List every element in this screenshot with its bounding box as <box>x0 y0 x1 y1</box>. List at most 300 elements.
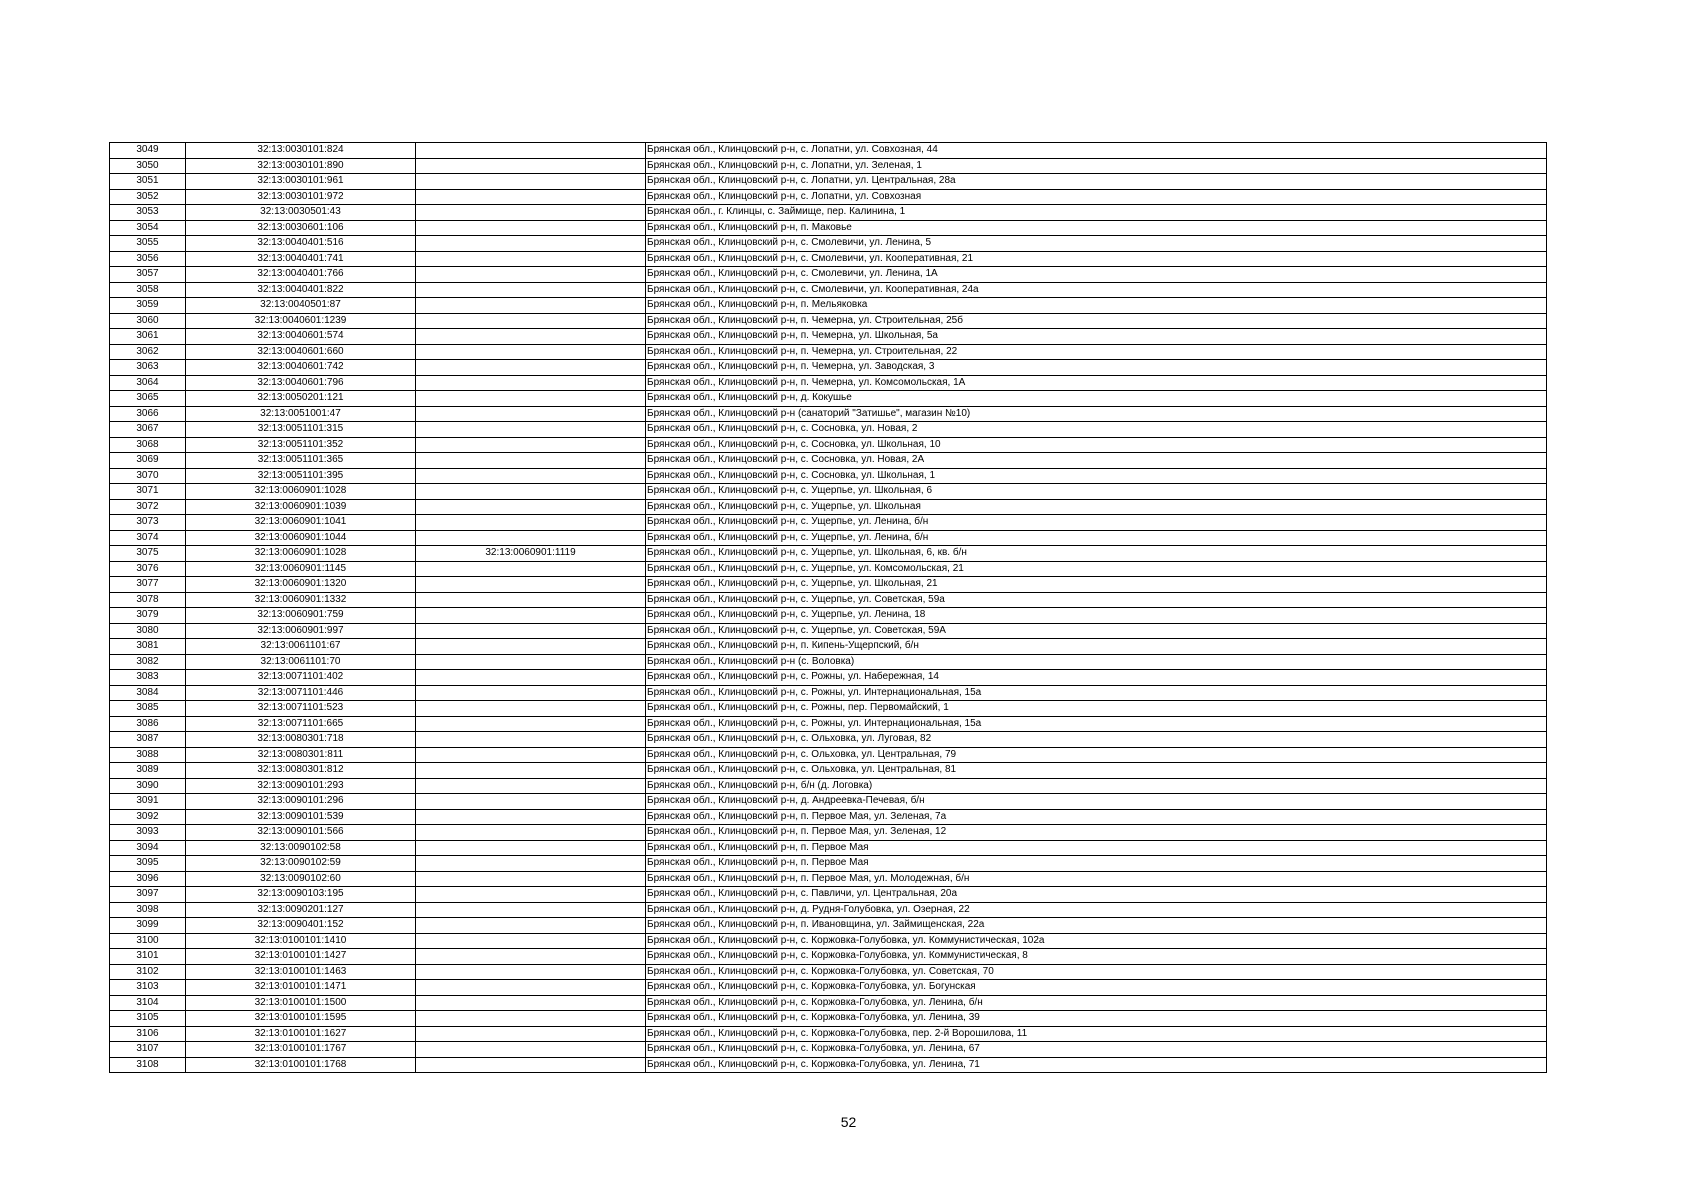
table-row <box>110 794 1547 810</box>
address-cell: Брянская обл., Клинцовский р-н, с. Сосновка, ул. Новая, 2 <box>646 422 1547 438</box>
table-row <box>110 732 1547 748</box>
related-cadastral-cell <box>416 189 646 205</box>
address-cell: Брянская обл., Клинцовский р-н, с. Смолевичи, ул. Ленина, 5 <box>646 236 1547 252</box>
row-number-cell: 3063 <box>110 360 186 376</box>
cadastral-number-cell: 32:13:0090101:296 <box>186 794 416 810</box>
address-cell: Брянская обл., Клинцовский р-н, с. Коржовка-Голубовка, ул. Ленина, 71 <box>646 1057 1547 1073</box>
table-row <box>110 1042 1547 1058</box>
related-cadastral-cell <box>416 778 646 794</box>
row-number-cell: 3093 <box>110 825 186 841</box>
table-row <box>110 298 1547 314</box>
related-cadastral-cell <box>416 515 646 531</box>
address-cell: Брянская обл., Клинцовский р-н, с. Ущерпье, ул. Ленина, б/н <box>646 530 1547 546</box>
table-row <box>110 437 1547 453</box>
related-cadastral-cell <box>416 468 646 484</box>
address-cell: Брянская обл., Клинцовский р-н, с. Коржовка-Голубовка, ул. Коммунистическая, 102а <box>646 933 1547 949</box>
related-cadastral-cell: 32:13:0060901:1119 <box>416 546 646 562</box>
row-number-cell: 3073 <box>110 515 186 531</box>
address-cell: Брянская обл., Клинцовский р-н, с. Лопатни, ул. Зеленая, 1 <box>646 158 1547 174</box>
address-cell: Брянская обл., Клинцовский р-н, с. Ущерпье, ул. Комсомольская, 21 <box>646 561 1547 577</box>
address-cell: Брянская обл., Клинцовский р-н, с. Ущерпье, ул. Школьная <box>646 499 1547 515</box>
related-cadastral-cell <box>416 747 646 763</box>
address-cell: Брянская обл., Клинцовский р-н, с. Ущерпье, ул. Советская, 59а <box>646 592 1547 608</box>
related-cadastral-cell <box>416 716 646 732</box>
table-row <box>110 453 1547 469</box>
row-number-cell: 3095 <box>110 856 186 872</box>
table-row <box>110 809 1547 825</box>
row-number-cell: 3088 <box>110 747 186 763</box>
table-row <box>110 546 1547 562</box>
cadastral-number-cell: 32:13:0071101:446 <box>186 685 416 701</box>
address-cell: Брянская обл., Клинцовский р-н, п. Первое Мая <box>646 840 1547 856</box>
table-row <box>110 251 1547 267</box>
table-row <box>110 344 1547 360</box>
address-cell: Брянская обл., Клинцовский р-н (санаторий "Затишье", магазин №10) <box>646 406 1547 422</box>
cadastral-number-cell: 32:13:0090103:195 <box>186 887 416 903</box>
table-row <box>110 608 1547 624</box>
cadastral-number-cell: 32:13:0040401:516 <box>186 236 416 252</box>
cadastral-number-cell: 32:13:0051001:47 <box>186 406 416 422</box>
table-row <box>110 561 1547 577</box>
table-row <box>110 856 1547 872</box>
cadastral-number-cell: 32:13:0100101:1427 <box>186 949 416 965</box>
table-row <box>110 949 1547 965</box>
related-cadastral-cell <box>416 313 646 329</box>
related-cadastral-cell <box>416 732 646 748</box>
cadastral-number-cell: 32:13:0040401:741 <box>186 251 416 267</box>
row-number-cell: 3098 <box>110 902 186 918</box>
cadastral-number-cell: 32:13:0040601:742 <box>186 360 416 376</box>
related-cadastral-cell <box>416 964 646 980</box>
address-cell: Брянская обл., Клинцовский р-н, д. Рудня-Голубовка, ул. Озерная, 22 <box>646 902 1547 918</box>
table-row <box>110 592 1547 608</box>
cadastral-number-cell: 32:13:0090101:293 <box>186 778 416 794</box>
address-cell: Брянская обл., Клинцовский р-н, с. Коржовка-Голубовка, ул. Ленина, б/н <box>646 995 1547 1011</box>
table-row <box>110 995 1547 1011</box>
table-row <box>110 174 1547 190</box>
related-cadastral-cell <box>416 980 646 996</box>
table-row <box>110 902 1547 918</box>
cadastral-number-cell: 32:13:0090102:58 <box>186 840 416 856</box>
related-cadastral-cell <box>416 267 646 283</box>
table-row <box>110 468 1547 484</box>
row-number-cell: 3050 <box>110 158 186 174</box>
address-cell: Брянская обл., Клинцовский р-н, п. Ивановщина, ул. Займищенская, 22а <box>646 918 1547 934</box>
row-number-cell: 3071 <box>110 484 186 500</box>
row-number-cell: 3106 <box>110 1026 186 1042</box>
row-number-cell: 3107 <box>110 1042 186 1058</box>
related-cadastral-cell <box>416 220 646 236</box>
related-cadastral-cell <box>416 1057 646 1073</box>
related-cadastral-cell <box>416 174 646 190</box>
row-number-cell: 3061 <box>110 329 186 345</box>
cadastral-number-cell: 32:13:0071101:665 <box>186 716 416 732</box>
address-cell: Брянская обл., Клинцовский р-н, с. Ольховка, ул. Центральная, 79 <box>646 747 1547 763</box>
table-row <box>110 871 1547 887</box>
row-number-cell: 3086 <box>110 716 186 732</box>
related-cadastral-cell <box>416 1011 646 1027</box>
address-cell: Брянская обл., Клинцовский р-н, п. Первое Мая <box>646 856 1547 872</box>
cadastral-number-cell: 32:13:0030101:890 <box>186 158 416 174</box>
related-cadastral-cell <box>416 236 646 252</box>
address-cell: Брянская обл., Клинцовский р-н, с. Коржовка-Голубовка, ул. Советская, 70 <box>646 964 1547 980</box>
row-number-cell: 3075 <box>110 546 186 562</box>
cadastral-number-cell: 32:13:0060901:1039 <box>186 499 416 515</box>
cadastral-number-cell: 32:13:0040601:796 <box>186 375 416 391</box>
related-cadastral-cell <box>416 856 646 872</box>
address-cell: Брянская обл., Клинцовский р-н, с. Ущерпье, ул. Школьная, 21 <box>646 577 1547 593</box>
related-cadastral-cell <box>416 608 646 624</box>
cadastral-number-cell: 32:13:0040401:822 <box>186 282 416 298</box>
cadastral-number-cell: 32:13:0051101:352 <box>186 437 416 453</box>
row-number-cell: 3068 <box>110 437 186 453</box>
cadastral-number-cell: 32:13:0090102:59 <box>186 856 416 872</box>
address-cell: Брянская обл., Клинцовский р-н, п. Чемерна, ул. Школьная, 5а <box>646 329 1547 345</box>
cadastral-number-cell: 32:13:0080301:812 <box>186 763 416 779</box>
table-row <box>110 205 1547 221</box>
cadastral-number-cell: 32:13:0090101:566 <box>186 825 416 841</box>
address-cell: Брянская обл., Клинцовский р-н, с. Ольховка, ул. Центральная, 81 <box>646 763 1547 779</box>
table-row <box>110 375 1547 391</box>
row-number-cell: 3067 <box>110 422 186 438</box>
cadastral-number-cell: 32:13:0060901:1028 <box>186 484 416 500</box>
table-row <box>110 763 1547 779</box>
address-cell: Брянская обл., Клинцовский р-н, с. Коржовка-Голубовка, ул. Ленина, 39 <box>646 1011 1547 1027</box>
table-row <box>110 391 1547 407</box>
related-cadastral-cell <box>416 995 646 1011</box>
address-cell: Брянская обл., Клинцовский р-н, с. Ущерпье, ул. Школьная, 6 <box>646 484 1547 500</box>
cadastral-number-cell: 32:13:0040601:574 <box>186 329 416 345</box>
page-number: 52 <box>840 1114 857 1130</box>
address-cell: Брянская обл., Клинцовский р-н, с. Коржовка-Голубовка, ул. Богунская <box>646 980 1547 996</box>
row-number-cell: 3087 <box>110 732 186 748</box>
address-cell: Брянская обл., Клинцовский р-н, с. Смолевичи, ул. Кооперативная, 24а <box>646 282 1547 298</box>
related-cadastral-cell <box>416 809 646 825</box>
table-row <box>110 267 1547 283</box>
address-cell: Брянская обл., Клинцовский р-н, с. Рожны, пер. Первомайский, 1 <box>646 701 1547 717</box>
address-cell: Брянская обл., Клинцовский р-н, с. Ущерпье, ул. Советская, 59А <box>646 623 1547 639</box>
address-cell: Брянская обл., Клинцовский р-н, с. Сосновка, ул. Школьная, 10 <box>646 437 1547 453</box>
table-row <box>110 530 1547 546</box>
cadastral-number-cell: 32:13:0030501:43 <box>186 205 416 221</box>
table-row <box>110 747 1547 763</box>
related-cadastral-cell <box>416 918 646 934</box>
cadastral-number-cell: 32:13:0040601:660 <box>186 344 416 360</box>
address-cell: Брянская обл., Клинцовский р-н, п. Первое Мая, ул. Молодежная, б/н <box>646 871 1547 887</box>
related-cadastral-cell <box>416 143 646 159</box>
row-number-cell: 3066 <box>110 406 186 422</box>
row-number-cell: 3104 <box>110 995 186 1011</box>
address-cell: Брянская обл., Клинцовский р-н, с. Ольховка, ул. Луговая, 82 <box>646 732 1547 748</box>
cadastral-number-cell: 32:13:0040501:87 <box>186 298 416 314</box>
cadastral-number-cell: 32:13:0090401:152 <box>186 918 416 934</box>
table-body <box>110 143 1547 1073</box>
related-cadastral-cell <box>416 794 646 810</box>
address-cell: Брянская обл., Клинцовский р-н, д. Кокушье <box>646 391 1547 407</box>
related-cadastral-cell <box>416 205 646 221</box>
cadastral-number-cell: 32:13:0071101:402 <box>186 670 416 686</box>
table-row <box>110 980 1547 996</box>
related-cadastral-cell <box>416 391 646 407</box>
row-number-cell: 3090 <box>110 778 186 794</box>
address-cell: Брянская обл., Клинцовский р-н, п. Чемерна, ул. Комсомольская, 1А <box>646 375 1547 391</box>
cadastral-number-cell: 32:13:0050201:121 <box>186 391 416 407</box>
table-row <box>110 484 1547 500</box>
address-cell: Брянская обл., Клинцовский р-н, с. Рожны, ул. Интернациональная, 15а <box>646 685 1547 701</box>
table-row <box>110 329 1547 345</box>
address-cell: Брянская обл., Клинцовский р-н, п. Кипень-Ущерпский, б/н <box>646 639 1547 655</box>
table-row <box>110 406 1547 422</box>
cadastral-number-cell: 32:13:0100101:1410 <box>186 933 416 949</box>
table-row <box>110 499 1547 515</box>
table-row <box>110 282 1547 298</box>
cadastral-number-cell: 32:13:0051101:365 <box>186 453 416 469</box>
related-cadastral-cell <box>416 530 646 546</box>
table-row <box>110 360 1547 376</box>
cadastral-number-cell: 32:13:0040401:766 <box>186 267 416 283</box>
table-row <box>110 840 1547 856</box>
address-cell: Брянская обл., Клинцовский р-н, с. Рожны, ул. Набережная, 14 <box>646 670 1547 686</box>
address-cell: Брянская обл., Клинцовский р-н, п. Первое Мая, ул. Зеленая, 7а <box>646 809 1547 825</box>
cadastral-number-cell: 32:13:0051101:315 <box>186 422 416 438</box>
cadastral-number-cell: 32:13:0060901:1145 <box>186 561 416 577</box>
row-number-cell: 3100 <box>110 933 186 949</box>
table-row <box>110 639 1547 655</box>
table-row <box>110 825 1547 841</box>
row-number-cell: 3094 <box>110 840 186 856</box>
cadastral-number-cell: 32:13:0061101:67 <box>186 639 416 655</box>
related-cadastral-cell <box>416 375 646 391</box>
cadastral-number-cell: 32:13:0080301:811 <box>186 747 416 763</box>
row-number-cell: 3058 <box>110 282 186 298</box>
row-number-cell: 3064 <box>110 375 186 391</box>
related-cadastral-cell <box>416 251 646 267</box>
row-number-cell: 3082 <box>110 654 186 670</box>
related-cadastral-cell <box>416 282 646 298</box>
address-cell: Брянская обл., Клинцовский р-н, п. Чемерна, ул. Заводская, 3 <box>646 360 1547 376</box>
table-row <box>110 236 1547 252</box>
row-number-cell: 3056 <box>110 251 186 267</box>
row-number-cell: 3060 <box>110 313 186 329</box>
related-cadastral-cell <box>416 484 646 500</box>
address-cell: Брянская обл., Клинцовский р-н, с. Лопатни, ул. Совхозная <box>646 189 1547 205</box>
related-cadastral-cell <box>416 406 646 422</box>
cadastral-number-cell: 32:13:0100101:1471 <box>186 980 416 996</box>
row-number-cell: 3051 <box>110 174 186 190</box>
cadastral-number-cell: 32:13:0030101:961 <box>186 174 416 190</box>
table-row <box>110 313 1547 329</box>
row-number-cell: 3074 <box>110 530 186 546</box>
row-number-cell: 3081 <box>110 639 186 655</box>
table-row <box>110 670 1547 686</box>
address-cell: Брянская обл., Клинцовский р-н, с. Коржовка-Голубовка, пер. 2-й Ворошилова, 11 <box>646 1026 1547 1042</box>
address-cell: Брянская обл., Клинцовский р-н, п. Чемерна, ул. Строительная, 22 <box>646 344 1547 360</box>
row-number-cell: 3076 <box>110 561 186 577</box>
table-row <box>110 716 1547 732</box>
table-row <box>110 220 1547 236</box>
related-cadastral-cell <box>416 158 646 174</box>
address-cell: Брянская обл., Клинцовский р-н, д. Андреевка-Печевая, б/н <box>646 794 1547 810</box>
row-number-cell: 3054 <box>110 220 186 236</box>
row-number-cell: 3053 <box>110 205 186 221</box>
table-row <box>110 143 1547 159</box>
cadastral-number-cell: 32:13:0060901:1332 <box>186 592 416 608</box>
cadastral-number-cell: 32:13:0060901:1041 <box>186 515 416 531</box>
related-cadastral-cell <box>416 840 646 856</box>
row-number-cell: 3079 <box>110 608 186 624</box>
related-cadastral-cell <box>416 298 646 314</box>
cadastral-number-cell: 32:13:0060901:759 <box>186 608 416 624</box>
address-cell: Брянская обл., Клинцовский р-н (с. Воловка) <box>646 654 1547 670</box>
related-cadastral-cell <box>416 623 646 639</box>
table-row <box>110 158 1547 174</box>
row-number-cell: 3070 <box>110 468 186 484</box>
row-number-cell: 3091 <box>110 794 186 810</box>
cadastral-number-cell: 32:13:0060901:997 <box>186 623 416 639</box>
related-cadastral-cell <box>416 1026 646 1042</box>
address-cell: Брянская обл., Клинцовский р-н, б/н (д. Логовка) <box>646 778 1547 794</box>
related-cadastral-cell <box>416 422 646 438</box>
row-number-cell: 3049 <box>110 143 186 159</box>
table-row <box>110 933 1547 949</box>
related-cadastral-cell <box>416 825 646 841</box>
address-cell: Брянская обл., Клинцовский р-н, с. Коржовка-Голубовка, ул. Ленина, 67 <box>646 1042 1547 1058</box>
table-row <box>110 422 1547 438</box>
row-number-cell: 3105 <box>110 1011 186 1027</box>
related-cadastral-cell <box>416 639 646 655</box>
address-cell: Брянская обл., Клинцовский р-н, с. Павличи, ул. Центральная, 20а <box>646 887 1547 903</box>
table-row <box>110 1057 1547 1073</box>
table-row <box>110 623 1547 639</box>
address-cell: Брянская обл., Клинцовский р-н, с. Рожны, ул. Интернациональная, 15а <box>646 716 1547 732</box>
related-cadastral-cell <box>416 329 646 345</box>
address-cell: Брянская обл., Клинцовский р-н, с. Смолевичи, ул. Ленина, 1А <box>646 267 1547 283</box>
row-number-cell: 3103 <box>110 980 186 996</box>
row-number-cell: 3078 <box>110 592 186 608</box>
table-row <box>110 887 1547 903</box>
cadastral-number-cell: 32:13:0100101:1500 <box>186 995 416 1011</box>
row-number-cell: 3072 <box>110 499 186 515</box>
cadastral-number-cell: 32:13:0090102:60 <box>186 871 416 887</box>
cadastral-number-cell: 32:13:0090201:127 <box>186 902 416 918</box>
address-cell: Брянская обл., г. Клинцы, с. Займище, пер. Калинина, 1 <box>646 205 1547 221</box>
table-row <box>110 701 1547 717</box>
table-row <box>110 778 1547 794</box>
address-cell: Брянская обл., Клинцовский р-н, п. Чемерна, ул. Строительная, 25б <box>646 313 1547 329</box>
related-cadastral-cell <box>416 499 646 515</box>
related-cadastral-cell <box>416 763 646 779</box>
cadastral-number-cell: 32:13:0030101:972 <box>186 189 416 205</box>
cadastral-number-cell: 32:13:0051101:395 <box>186 468 416 484</box>
cadastral-number-cell: 32:13:0080301:718 <box>186 732 416 748</box>
related-cadastral-cell <box>416 701 646 717</box>
row-number-cell: 3089 <box>110 763 186 779</box>
related-cadastral-cell <box>416 887 646 903</box>
address-cell: Брянская обл., Клинцовский р-н, п. Маковье <box>646 220 1547 236</box>
related-cadastral-cell <box>416 670 646 686</box>
related-cadastral-cell <box>416 453 646 469</box>
cadastral-number-cell: 32:13:0060901:1028 <box>186 546 416 562</box>
related-cadastral-cell <box>416 360 646 376</box>
row-number-cell: 3083 <box>110 670 186 686</box>
row-number-cell: 3059 <box>110 298 186 314</box>
cadastral-number-cell: 32:13:0030101:824 <box>186 143 416 159</box>
row-number-cell: 3085 <box>110 701 186 717</box>
row-number-cell: 3096 <box>110 871 186 887</box>
row-number-cell: 3065 <box>110 391 186 407</box>
row-number-cell: 3102 <box>110 964 186 980</box>
related-cadastral-cell <box>416 871 646 887</box>
row-number-cell: 3097 <box>110 887 186 903</box>
row-number-cell: 3052 <box>110 189 186 205</box>
row-number-cell: 3055 <box>110 236 186 252</box>
row-number-cell: 3080 <box>110 623 186 639</box>
related-cadastral-cell <box>416 654 646 670</box>
related-cadastral-cell <box>416 1042 646 1058</box>
address-cell: Брянская обл., Клинцовский р-н, с. Лопатни, ул. Совхозная, 44 <box>646 143 1547 159</box>
cadastral-number-cell: 32:13:0071101:523 <box>186 701 416 717</box>
table-row <box>110 964 1547 980</box>
address-cell: Брянская обл., Клинцовский р-н, с. Ущерпье, ул. Ленина, 18 <box>646 608 1547 624</box>
cadastral-number-cell: 32:13:0100101:1627 <box>186 1026 416 1042</box>
cadastral-number-cell: 32:13:0060901:1044 <box>186 530 416 546</box>
related-cadastral-cell <box>416 437 646 453</box>
row-number-cell: 3077 <box>110 577 186 593</box>
address-cell: Брянская обл., Клинцовский р-н, с. Ущерпье, ул. Ленина, б/н <box>646 515 1547 531</box>
row-number-cell: 3099 <box>110 918 186 934</box>
address-cell: Брянская обл., Клинцовский р-н, с. Коржовка-Голубовка, ул. Коммунистическая, 8 <box>646 949 1547 965</box>
table-row <box>110 1026 1547 1042</box>
address-cell: Брянская обл., Клинцовский р-н, п. Мельяковка <box>646 298 1547 314</box>
related-cadastral-cell <box>416 933 646 949</box>
address-cell: Брянская обл., Клинцовский р-н, с. Смолевичи, ул. Кооперативная, 21 <box>646 251 1547 267</box>
related-cadastral-cell <box>416 344 646 360</box>
related-cadastral-cell <box>416 592 646 608</box>
address-cell: Брянская обл., Клинцовский р-н, с. Сосновка, ул. Школьная, 1 <box>646 468 1547 484</box>
table-row <box>110 654 1547 670</box>
address-cell: Брянская обл., Клинцовский р-н, п. Первое Мая, ул. Зеленая, 12 <box>646 825 1547 841</box>
table-row <box>110 577 1547 593</box>
cadastral-number-cell: 32:13:0100101:1767 <box>186 1042 416 1058</box>
cadastral-number-cell: 32:13:0100101:1595 <box>186 1011 416 1027</box>
cadastral-number-cell: 32:13:0040601:1239 <box>186 313 416 329</box>
table-row <box>110 189 1547 205</box>
table-row <box>110 685 1547 701</box>
table-row <box>110 1011 1547 1027</box>
related-cadastral-cell <box>416 561 646 577</box>
related-cadastral-cell <box>416 685 646 701</box>
address-cell: Брянская обл., Клинцовский р-н, с. Сосновка, ул. Новая, 2А <box>646 453 1547 469</box>
address-cell: Брянская обл., Клинцовский р-н, с. Ущерпье, ул. Школьная, 6, кв. б/н <box>646 546 1547 562</box>
cadastral-number-cell: 32:13:0090101:539 <box>186 809 416 825</box>
cadastral-number-cell: 32:13:0100101:1768 <box>186 1057 416 1073</box>
cadastral-number-cell: 32:13:0030601:106 <box>186 220 416 236</box>
row-number-cell: 3101 <box>110 949 186 965</box>
table-row <box>110 515 1547 531</box>
related-cadastral-cell <box>416 902 646 918</box>
related-cadastral-cell <box>416 949 646 965</box>
row-number-cell: 3057 <box>110 267 186 283</box>
property-table <box>109 142 1547 1073</box>
row-number-cell: 3069 <box>110 453 186 469</box>
related-cadastral-cell <box>416 577 646 593</box>
row-number-cell: 3092 <box>110 809 186 825</box>
cadastral-number-cell: 32:13:0100101:1463 <box>186 964 416 980</box>
row-number-cell: 3108 <box>110 1057 186 1073</box>
address-cell: Брянская обл., Клинцовский р-н, с. Лопатни, ул. Центральная, 28а <box>646 174 1547 190</box>
cadastral-number-cell: 32:13:0061101:70 <box>186 654 416 670</box>
row-number-cell: 3062 <box>110 344 186 360</box>
